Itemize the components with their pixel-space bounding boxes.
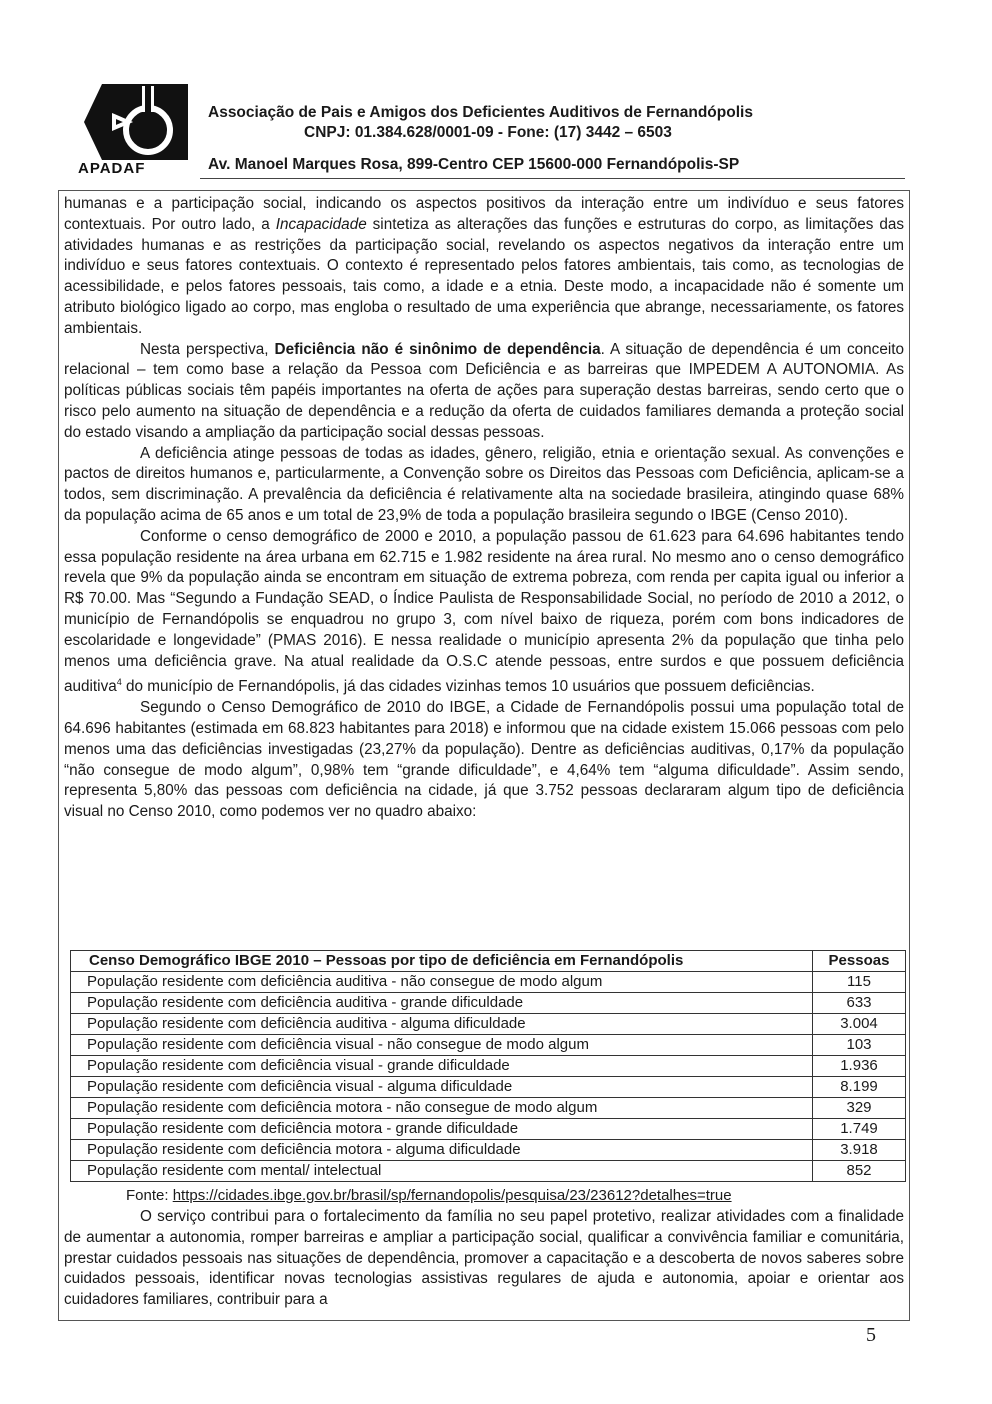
table-row	[71, 1098, 906, 1119]
table-row	[71, 1056, 906, 1077]
row-value: 1.749	[813, 1119, 906, 1140]
row-label: População residente com deficiência visual - grande dificuldade	[71, 1056, 813, 1077]
table-header-label: Censo Demográfico IBGE 2010 – Pessoas por tipo de deficiência em Fernandópolis	[71, 951, 813, 972]
row-label: População residente com deficiência motora - alguma dificuldade	[71, 1140, 813, 1161]
row-value: 3.918	[813, 1140, 906, 1161]
row-label: População residente com deficiência motora - não consegue de modo algum	[71, 1098, 813, 1119]
paragraph-5: Segundo o Censo Demográfico de 2010 do IBGE, a Cidade de Fernandópolis possui uma população total de 64.696 habitantes (estimada em 68.823 habitantes para 2018) e informou que na cidade existem 15.066 pessoas com pelo menos uma das deficiências investigadas (23,27% da população). Dentre as deficiências auditivas, 0,17% da população “não consegue de modo algum”, 0,98% tem “grande dificuldade”, e 4,64% tem “alguma dificuldade”. Assim sendo, representa 5,80% das pessoas com deficiência na cidade, já que 3.752 pessoas declararam algum tipo de deficiência visual no Censo 2010, como podemos ver no quadro abaixo:	[64, 699, 904, 821]
page-number: 5	[866, 1324, 876, 1346]
footnote-marker: 4	[116, 677, 122, 688]
paragraph-4: Conforme o censo demográfico de 2000 e 2010, a população passou de 61.623 para 64.696 habitantes tendo essa população residente na área urbana em 62.715 e 1.982 residente na área rural. No mesmo ano o censo demográfico revela que 9% da população ainda se encontram em situação de extrema pobreza, com renda per capita igual ou inferior a R$ 70.00. Mas “Segundo a Fundação SEAD, o Índice Paulista de Responsabilidade Social, no período de 2010 a 2012, o município de Fernandópolis se enquadrou no grupo 3, com nível baixo de riqueza, porém com bons indicadores de escolaridade e longevidade” (PMAS 2016). E nessa realidade o município apresenta 2% da população que tinha pelo menos uma deficiência grave. Na atual realidade da O.S.C atende pessoas, entre surdos e que possuem deficiência auditiva$^4$ do município de Fernandópolis, já das cidades vizinhas temos 10 usuários que possuem deficiências.	[64, 527, 904, 696]
table-row	[71, 1119, 906, 1140]
row-label: População residente com deficiência motora - grande dificuldade	[71, 1119, 813, 1140]
emphasis-incapacidade: Incapacidade	[275, 215, 367, 233]
row-value: 8.199	[813, 1077, 906, 1098]
table-row	[71, 1077, 906, 1098]
paragraph-6: O serviço contribui para o fortalecimento da família no seu papel protetivo, realizar atividades com a finalidade de aumentar a autonomia, romper barreiras e ampliar a participação social, qualificar a convivência familiar e comunitária, prestar cuidados pessoais nas situações de dependência, promover a capacitação e a descoberta de novos saberes sobre cuidados pessoais, identificar novas tecnologias assistivas regulares de ajuda e autonomia, apoiar e orientar aos cuidadores familiares, contribuir para a	[64, 1208, 904, 1309]
row-label: População residente com deficiência auditiva - não consegue de modo algum	[71, 972, 813, 993]
source-link[interactable]: https://cidades.ibge.gov.br/brasil/sp/fernandopolis/pesquisa/23/23612?detalhes=true	[172, 1187, 732, 1204]
row-label: População residente com deficiência visual - não consegue de modo algum	[71, 1035, 813, 1056]
paragraph-2: Nesta perspectiva, Deficiência não é sinônimo de dependência. A situação de dependência é um conceito relacional – tem como base a relação da Pessoa com Deficiência e as barreiras que IMPEDEM A AUTONOMIA. As políticas públicas sociais têm papéis importantes na oferta de ações para superação destas barreiras, sendo certo que o risco pelo aumento na situação de dependência e a redução da oferta de cuidados familiares demanda a proteção social do estado visando a ampliação da participação social dessas pessoas.	[64, 340, 904, 441]
row-value: 1.936	[813, 1056, 906, 1077]
body-text	[64, 194, 904, 823]
row-label: População residente com deficiência visual - alguma dificuldade	[71, 1077, 813, 1098]
row-value: 115	[813, 972, 906, 993]
table-row	[71, 1014, 906, 1035]
row-label: População residente com deficiência auditiva - grande dificuldade	[71, 993, 813, 1014]
table-row	[71, 1161, 906, 1182]
row-value: 103	[813, 1035, 906, 1056]
row-value: 329	[813, 1098, 906, 1119]
table-row	[71, 1035, 906, 1056]
table-row	[71, 1140, 906, 1161]
table-header-row	[71, 951, 906, 972]
header-address: Av. Manoel Marques Rosa, 899-Centro CEP 15600-000 Fernandópolis-SP	[208, 156, 740, 173]
paragraph-3: A deficiência atinge pessoas de todas as idades, gênero, religião, etnia e orientação sexual. As convenções e pactos de direitos humanos e, particularmente, a Convenção sobre os Direitos das Pessoas com Deficiência, aplicam-se a todos, sem discriminação. A prevalência da deficiência é relativamente alta na sociedade brasileira, atingindo quase 68% da população acima de 65 anos e um total de 23,9% de toda a população brasileira segundo o IBGE (Censo 2010).	[64, 444, 904, 524]
header-organization-name: Associação de Pais e Amigos dos Deficientes Auditivos de Fernandópolis	[208, 104, 753, 121]
bold-statement: Deficiência não é sinônimo de dependência	[274, 340, 601, 358]
census-table	[70, 950, 906, 1182]
row-value: 852	[813, 1161, 906, 1182]
closing-text	[64, 1207, 904, 1311]
row-value: 3.004	[813, 1014, 906, 1035]
paragraph-1: humanas e a participação social, indicando os aspectos positivos da interação entre um indivíduo e seus fatores contextuais. Por outro lado, a Incapacidade sintetiza as alterações das funções e estruturas do corpo, as limitações das atividades humanas e as restrições da participação social, revelando os aspectos negativos da interação entre um indivíduo e seus fatores contextuais. O contexto é representado pelos fatores ambientais, tais como, as tecnologias de acessibilidade, e pelos fatores pessoais, tais como, a idade e a etnia. Deste modo, a incapacidade não é somente um atributo biológico ligado ao corpo, mas engloba o resultado de uma experiência que abrange, necessariamente, os fatores ambientais.	[64, 195, 904, 337]
table-source: Fonte: https://cidades.ibge.gov.br/brasil/sp/fernandopolis/pesquisa/23/23612?detalhes=true	[126, 1187, 732, 1204]
logo-wordmark: APADAF	[78, 160, 146, 177]
row-label: População residente com deficiência auditiva - alguma dificuldade	[71, 1014, 813, 1035]
row-label: População residente com mental/ intelectual	[71, 1161, 813, 1182]
table-row	[71, 993, 906, 1014]
header-divider	[200, 178, 905, 179]
table-row	[71, 972, 906, 993]
table-header-value: Pessoas	[813, 951, 906, 972]
row-value: 633	[813, 993, 906, 1014]
header-cnpj-phone: CNPJ: 01.384.628/0001-09 - Fone: (17) 3442 – 6503	[304, 124, 672, 141]
